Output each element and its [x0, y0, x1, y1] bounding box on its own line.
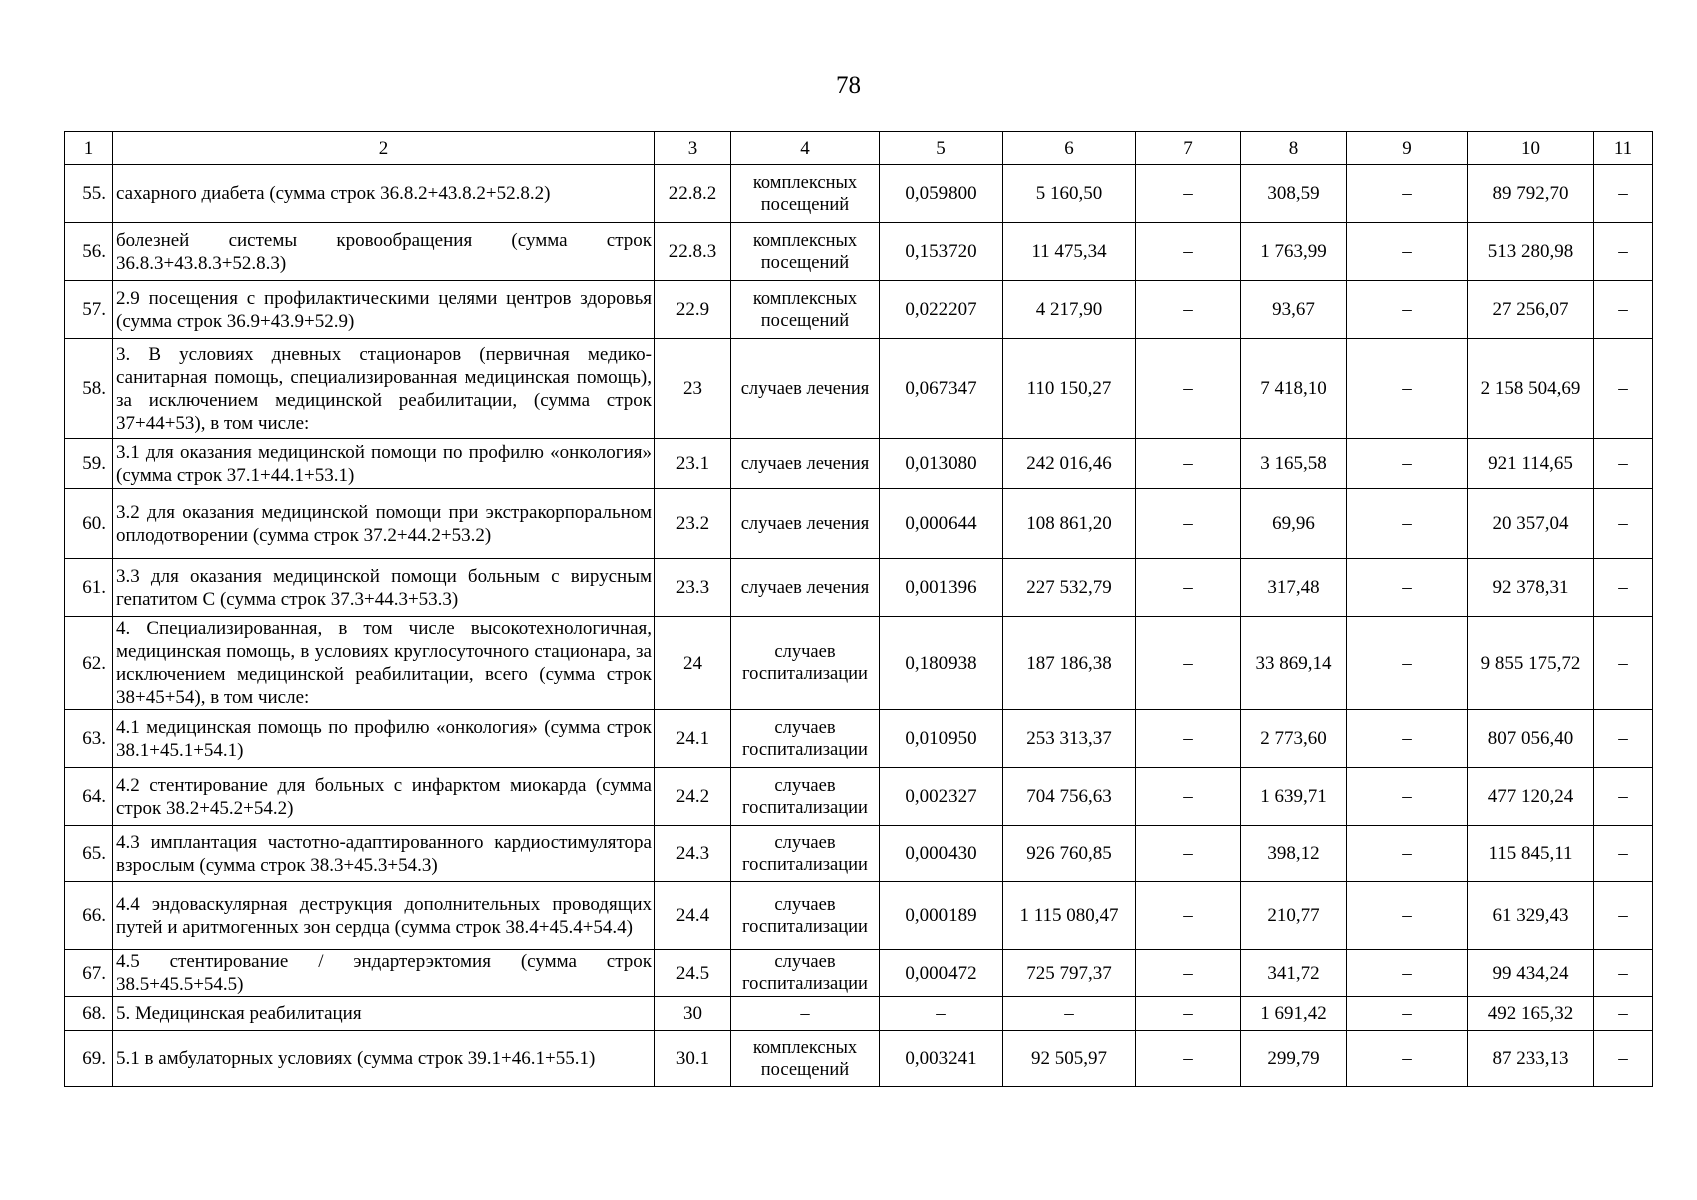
col9-cell: – — [1347, 710, 1468, 768]
col10-cell: 807 056,40 — [1468, 710, 1594, 768]
row-unit-cell: комплексных посещений — [731, 1031, 880, 1087]
col6-cell: 227 532,79 — [1003, 559, 1136, 617]
row-name-cell: 4.2 стентирование для больных с инфарктом миокарда (сумма строк 38.2+45.2+54.2) — [113, 768, 655, 826]
table-row — [65, 826, 1653, 882]
col5-cell: 0,002327 — [880, 768, 1003, 826]
col10-cell: 99 434,24 — [1468, 950, 1594, 997]
col10-cell: 27 256,07 — [1468, 281, 1594, 339]
col7-cell: – — [1136, 882, 1241, 950]
col6-cell: 4 217,90 — [1003, 281, 1136, 339]
col6-cell: 11 475,34 — [1003, 223, 1136, 281]
col6-cell: – — [1003, 997, 1136, 1031]
col9-cell: – — [1347, 559, 1468, 617]
header-cell: 9 — [1347, 132, 1468, 165]
col11-cell: – — [1594, 281, 1653, 339]
col11-cell: – — [1594, 439, 1653, 489]
row-code-cell: 22.9 — [655, 281, 731, 339]
header-row — [65, 132, 1653, 165]
row-number-cell: 66. — [65, 882, 113, 950]
row-unit-cell: комплексных посещений — [731, 281, 880, 339]
row-name-cell: сахарного диабета (сумма строк 36.8.2+43.8.2+52.8.2) — [113, 165, 655, 223]
col5-cell: 0,180938 — [880, 617, 1003, 710]
header-cell: 4 — [731, 132, 880, 165]
row-name-cell: 4.1 медицинская помощь по профилю «онкология» (сумма строк 38.1+45.1+54.1) — [113, 710, 655, 768]
col8-cell: 69,96 — [1241, 489, 1347, 559]
col5-cell: 0,000644 — [880, 489, 1003, 559]
data-table — [64, 131, 1653, 1087]
row-unit-cell: случаев госпитализации — [731, 826, 880, 882]
table-row — [65, 1031, 1653, 1087]
col7-cell: – — [1136, 617, 1241, 710]
row-number-cell: 68. — [65, 997, 113, 1031]
row-number-cell: 61. — [65, 559, 113, 617]
row-number-cell: 58. — [65, 339, 113, 439]
col6-cell: 92 505,97 — [1003, 1031, 1136, 1087]
col9-cell: – — [1347, 223, 1468, 281]
row-unit-cell: случаев лечения — [731, 439, 880, 489]
row-code-cell: 24.1 — [655, 710, 731, 768]
col9-cell: – — [1347, 1031, 1468, 1087]
col5-cell: 0,000189 — [880, 882, 1003, 950]
header-cell: 7 — [1136, 132, 1241, 165]
col10-cell: 61 329,43 — [1468, 882, 1594, 950]
col11-cell: – — [1594, 617, 1653, 710]
col9-cell: – — [1347, 339, 1468, 439]
row-code-cell: 24.2 — [655, 768, 731, 826]
row-number-cell: 64. — [65, 768, 113, 826]
row-unit-cell: случаев госпитализации — [731, 710, 880, 768]
header-cell: 2 — [113, 132, 655, 165]
col6-cell: 704 756,63 — [1003, 768, 1136, 826]
table-row — [65, 617, 1653, 710]
col9-cell: – — [1347, 997, 1468, 1031]
table-row — [65, 489, 1653, 559]
header-cell: 6 — [1003, 132, 1136, 165]
col8-cell: 398,12 — [1241, 826, 1347, 882]
col10-cell: 89 792,70 — [1468, 165, 1594, 223]
col6-cell: 926 760,85 — [1003, 826, 1136, 882]
row-name-cell: 3.2 для оказания медицинской помощи при экстракорпоральном оплодотворении (сумма строк 37.2+44.2+53.2) — [113, 489, 655, 559]
col8-cell: 7 418,10 — [1241, 339, 1347, 439]
col5-cell: 0,010950 — [880, 710, 1003, 768]
col10-cell: 921 114,65 — [1468, 439, 1594, 489]
table-row — [65, 281, 1653, 339]
col8-cell: 317,48 — [1241, 559, 1347, 617]
col10-cell: 492 165,32 — [1468, 997, 1594, 1031]
row-unit-cell: комплексных посещений — [731, 165, 880, 223]
col5-cell: 0,000430 — [880, 826, 1003, 882]
col5-cell: 0,059800 — [880, 165, 1003, 223]
col11-cell: – — [1594, 826, 1653, 882]
col9-cell: – — [1347, 489, 1468, 559]
col11-cell: – — [1594, 768, 1653, 826]
col8-cell: 1 639,71 — [1241, 768, 1347, 826]
col11-cell: – — [1594, 223, 1653, 281]
col11-cell: – — [1594, 1031, 1653, 1087]
page-number: 78 — [836, 72, 861, 99]
row-number-cell: 57. — [65, 281, 113, 339]
col5-cell: 0,067347 — [880, 339, 1003, 439]
row-name-cell: 5. Медицинская реабилитация — [113, 997, 655, 1031]
col11-cell: – — [1594, 997, 1653, 1031]
row-code-cell: 24.3 — [655, 826, 731, 882]
row-code-cell: 30.1 — [655, 1031, 731, 1087]
row-name-cell: 4. Специализированная, в том числе высокотехнологичная, медицинская помощь, в условиях круглосуточного стационара, за исключением медицинской реабилитации, всего (сумма строк 38+45+54), в том числе: — [113, 617, 655, 710]
col5-cell: 0,003241 — [880, 1031, 1003, 1087]
col9-cell: – — [1347, 281, 1468, 339]
row-unit-cell: случаев госпитализации — [731, 617, 880, 710]
table-row — [65, 768, 1653, 826]
col6-cell: 108 861,20 — [1003, 489, 1136, 559]
row-unit-cell: случаев госпитализации — [731, 882, 880, 950]
col10-cell: 477 120,24 — [1468, 768, 1594, 826]
row-code-cell: 23.1 — [655, 439, 731, 489]
row-unit-cell: случаев госпитализации — [731, 768, 880, 826]
col7-cell: – — [1136, 997, 1241, 1031]
col8-cell: 1 691,42 — [1241, 997, 1347, 1031]
row-name-cell: 3. В условиях дневных стационаров (первичная медико-санитарная помощь, специализированная медицинская помощь), за исключением медицинской реабилитации, (сумма строк 37+44+53), в том числе: — [113, 339, 655, 439]
col10-cell: 87 233,13 — [1468, 1031, 1594, 1087]
table-row — [65, 223, 1653, 281]
col8-cell: 308,59 — [1241, 165, 1347, 223]
col8-cell: 341,72 — [1241, 950, 1347, 997]
col8-cell: 2 773,60 — [1241, 710, 1347, 768]
row-number-cell: 62. — [65, 617, 113, 710]
col11-cell: – — [1594, 165, 1653, 223]
row-unit-cell: – — [731, 997, 880, 1031]
col6-cell: 725 797,37 — [1003, 950, 1136, 997]
row-code-cell: 23.3 — [655, 559, 731, 617]
col9-cell: – — [1347, 617, 1468, 710]
col7-cell: – — [1136, 826, 1241, 882]
col8-cell: 299,79 — [1241, 1031, 1347, 1087]
col11-cell: – — [1594, 882, 1653, 950]
col8-cell: 93,67 — [1241, 281, 1347, 339]
col9-cell: – — [1347, 826, 1468, 882]
col8-cell: 1 763,99 — [1241, 223, 1347, 281]
row-name-cell: 2.9 посещения с профилактическими целями центров здоровья (сумма строк 36.9+43.9+52.9) — [113, 281, 655, 339]
col10-cell: 513 280,98 — [1468, 223, 1594, 281]
row-number-cell: 69. — [65, 1031, 113, 1087]
row-unit-cell: случаев лечения — [731, 489, 880, 559]
col6-cell: 110 150,27 — [1003, 339, 1136, 439]
col7-cell: – — [1136, 489, 1241, 559]
header-cell: 5 — [880, 132, 1003, 165]
row-unit-cell: комплексных посещений — [731, 223, 880, 281]
row-unit-cell: случаев лечения — [731, 339, 880, 439]
col8-cell: 210,77 — [1241, 882, 1347, 950]
col5-cell: – — [880, 997, 1003, 1031]
col6-cell: 1 115 080,47 — [1003, 882, 1136, 950]
col5-cell: 0,013080 — [880, 439, 1003, 489]
col9-cell: – — [1347, 165, 1468, 223]
table-row — [65, 882, 1653, 950]
row-name-cell: болезней системы кровообращения (сумма строк 36.8.3+43.8.3+52.8.3) — [113, 223, 655, 281]
row-name-cell: 4.5 стентирование / эндартерэктомия (сумма строк 38.5+45.5+54.5) — [113, 950, 655, 997]
col10-cell: 92 378,31 — [1468, 559, 1594, 617]
row-number-cell: 56. — [65, 223, 113, 281]
row-code-cell: 22.8.2 — [655, 165, 731, 223]
col7-cell: – — [1136, 165, 1241, 223]
col5-cell: 0,153720 — [880, 223, 1003, 281]
col7-cell: – — [1136, 1031, 1241, 1087]
row-number-cell: 59. — [65, 439, 113, 489]
row-name-cell: 3.1 для оказания медицинской помощи по профилю «онкология» (сумма строк 37.1+44.1+53.1) — [113, 439, 655, 489]
col7-cell: – — [1136, 710, 1241, 768]
col9-cell: – — [1347, 950, 1468, 997]
col8-cell: 3 165,58 — [1241, 439, 1347, 489]
col10-cell: 9 855 175,72 — [1468, 617, 1594, 710]
row-code-cell: 24 — [655, 617, 731, 710]
col6-cell: 242 016,46 — [1003, 439, 1136, 489]
table-row — [65, 710, 1653, 768]
row-number-cell: 67. — [65, 950, 113, 997]
row-number-cell: 65. — [65, 826, 113, 882]
row-code-cell: 24.5 — [655, 950, 731, 997]
col11-cell: – — [1594, 559, 1653, 617]
col5-cell: 0,000472 — [880, 950, 1003, 997]
row-code-cell: 30 — [655, 997, 731, 1031]
table-row — [65, 339, 1653, 439]
row-code-cell: 24.4 — [655, 882, 731, 950]
row-number-cell: 55. — [65, 165, 113, 223]
col11-cell: – — [1594, 950, 1653, 997]
col7-cell: – — [1136, 950, 1241, 997]
table-row — [65, 165, 1653, 223]
table-row — [65, 439, 1653, 489]
col9-cell: – — [1347, 768, 1468, 826]
row-number-cell: 60. — [65, 489, 113, 559]
col7-cell: – — [1136, 223, 1241, 281]
col9-cell: – — [1347, 439, 1468, 489]
row-name-cell: 4.4 эндоваскулярная деструкция дополнительных проводящих путей и аритмогенных зон сердца (сумма строк 38.4+45.4+54.4) — [113, 882, 655, 950]
table-row — [65, 950, 1653, 997]
col11-cell: – — [1594, 710, 1653, 768]
row-code-cell: 23.2 — [655, 489, 731, 559]
col10-cell: 2 158 504,69 — [1468, 339, 1594, 439]
col6-cell: 5 160,50 — [1003, 165, 1136, 223]
row-name-cell: 5.1 в амбулаторных условиях (сумма строк 39.1+46.1+55.1) — [113, 1031, 655, 1087]
row-name-cell: 4.3 имплантация частотно-адаптированного кардиостимулятора взрослым (сумма строк 38.3+45.3+54.3) — [113, 826, 655, 882]
col5-cell: 0,022207 — [880, 281, 1003, 339]
col7-cell: – — [1136, 439, 1241, 489]
header-cell: 11 — [1594, 132, 1653, 165]
col6-cell: 187 186,38 — [1003, 617, 1136, 710]
row-number-cell: 63. — [65, 710, 113, 768]
header-cell: 1 — [65, 132, 113, 165]
col6-cell: 253 313,37 — [1003, 710, 1136, 768]
col7-cell: – — [1136, 768, 1241, 826]
col10-cell: 20 357,04 — [1468, 489, 1594, 559]
col11-cell: – — [1594, 489, 1653, 559]
row-code-cell: 23 — [655, 339, 731, 439]
col8-cell: 33 869,14 — [1241, 617, 1347, 710]
table-row — [65, 997, 1653, 1031]
col7-cell: – — [1136, 339, 1241, 439]
row-unit-cell: случаев госпитализации — [731, 950, 880, 997]
col9-cell: – — [1347, 882, 1468, 950]
table-row — [65, 559, 1653, 617]
header-cell: 8 — [1241, 132, 1347, 165]
header-cell: 10 — [1468, 132, 1594, 165]
col10-cell: 115 845,11 — [1468, 826, 1594, 882]
col7-cell: – — [1136, 281, 1241, 339]
col11-cell: – — [1594, 339, 1653, 439]
col5-cell: 0,001396 — [880, 559, 1003, 617]
col7-cell: – — [1136, 559, 1241, 617]
row-unit-cell: случаев лечения — [731, 559, 880, 617]
row-name-cell: 3.3 для оказания медицинской помощи больным с вирусным гепатитом С (сумма строк 37.3+44.3+53.3) — [113, 559, 655, 617]
row-code-cell: 22.8.3 — [655, 223, 731, 281]
header-cell: 3 — [655, 132, 731, 165]
